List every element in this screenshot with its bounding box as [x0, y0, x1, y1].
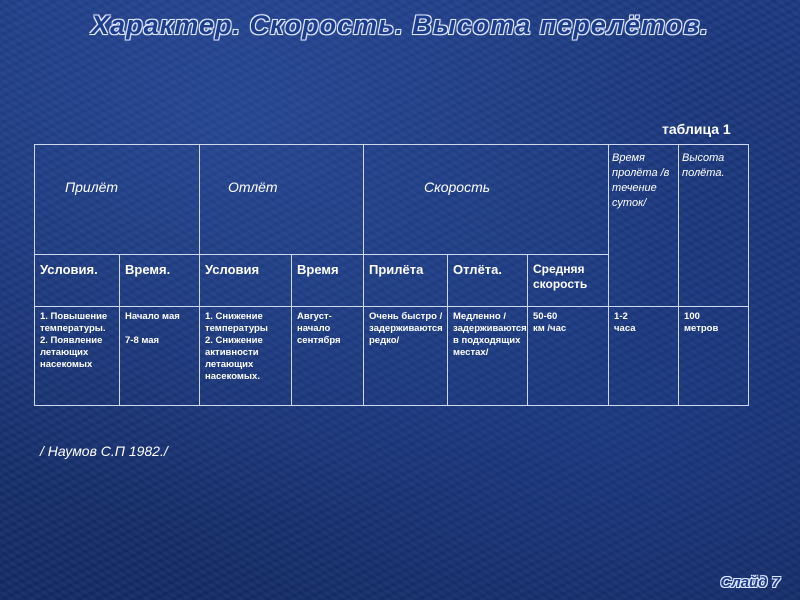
cell-text: Очень быстро /задерживаются редко/	[369, 311, 443, 346]
header-flight-time-label: Время пролёта /в течение суток/	[612, 152, 670, 209]
group-header-row	[35, 145, 749, 255]
cell-text: 100 метров	[684, 311, 719, 334]
header-departure	[200, 145, 364, 255]
header-arrival	[35, 145, 200, 255]
cell-flight-height	[679, 307, 749, 406]
subheader-text: Прилёта	[369, 262, 424, 277]
cell-speed-departure	[448, 307, 528, 406]
subheader-time-departure	[292, 255, 364, 307]
cell-text: 1. Снижение температуры 2. Снижение активности летающих насекомых.	[205, 311, 268, 382]
header-arrival-label: Прилёт	[65, 179, 119, 195]
header-flight-time	[609, 145, 679, 307]
cell-conditions-departure	[200, 307, 292, 406]
cell-speed-average	[528, 307, 609, 406]
cell-speed-arrival	[364, 307, 448, 406]
cell-text: 1. Повышение температуры. 2. Появление летающих насекомых	[40, 311, 108, 370]
cell-text: Медленно /задерживаются в подходящих местах/	[453, 311, 527, 358]
cell-text: Начало мая 7-8 мая	[125, 311, 180, 346]
subheader-text: Условия.	[40, 262, 98, 277]
subheader-time-arrival	[120, 255, 200, 307]
cell-time-departure	[292, 307, 364, 406]
header-flight-height-label: Высота полёта.	[682, 152, 725, 179]
table-row	[35, 307, 749, 406]
subheader-text: Средняя скорость	[533, 262, 588, 291]
source-citation: / Наумов С.П 1982./	[40, 443, 168, 459]
cell-text: 50-60 км /час	[533, 311, 567, 334]
table-label: таблица 1	[662, 121, 731, 137]
subheader-speed-departure	[448, 255, 528, 307]
slide-number: Слайд 7	[720, 574, 780, 591]
header-speed	[364, 145, 609, 255]
cell-text: 1-2 часа	[614, 311, 636, 334]
subheader-text: Условия	[205, 262, 260, 277]
cell-flight-time	[609, 307, 679, 406]
cell-conditions-arrival	[35, 307, 120, 406]
header-departure-label: Отлёт	[228, 179, 278, 195]
subheader-conditions-arrival	[35, 255, 120, 307]
subheader-text: Время	[297, 262, 339, 277]
header-flight-height	[679, 145, 749, 307]
migration-table	[34, 144, 749, 406]
subheader-speed-arrival	[364, 255, 448, 307]
cell-time-arrival	[120, 307, 200, 406]
subheader-text: Отлёта.	[453, 262, 503, 277]
header-speed-label: Скорость	[424, 179, 491, 195]
subheader-speed-average	[528, 255, 609, 307]
subheader-conditions-departure	[200, 255, 292, 307]
cell-text: Август-начало сентября	[297, 311, 341, 346]
subheader-text: Время.	[125, 262, 171, 277]
slide-title: Характер. Скорость. Высота перелётов.	[91, 10, 709, 40]
